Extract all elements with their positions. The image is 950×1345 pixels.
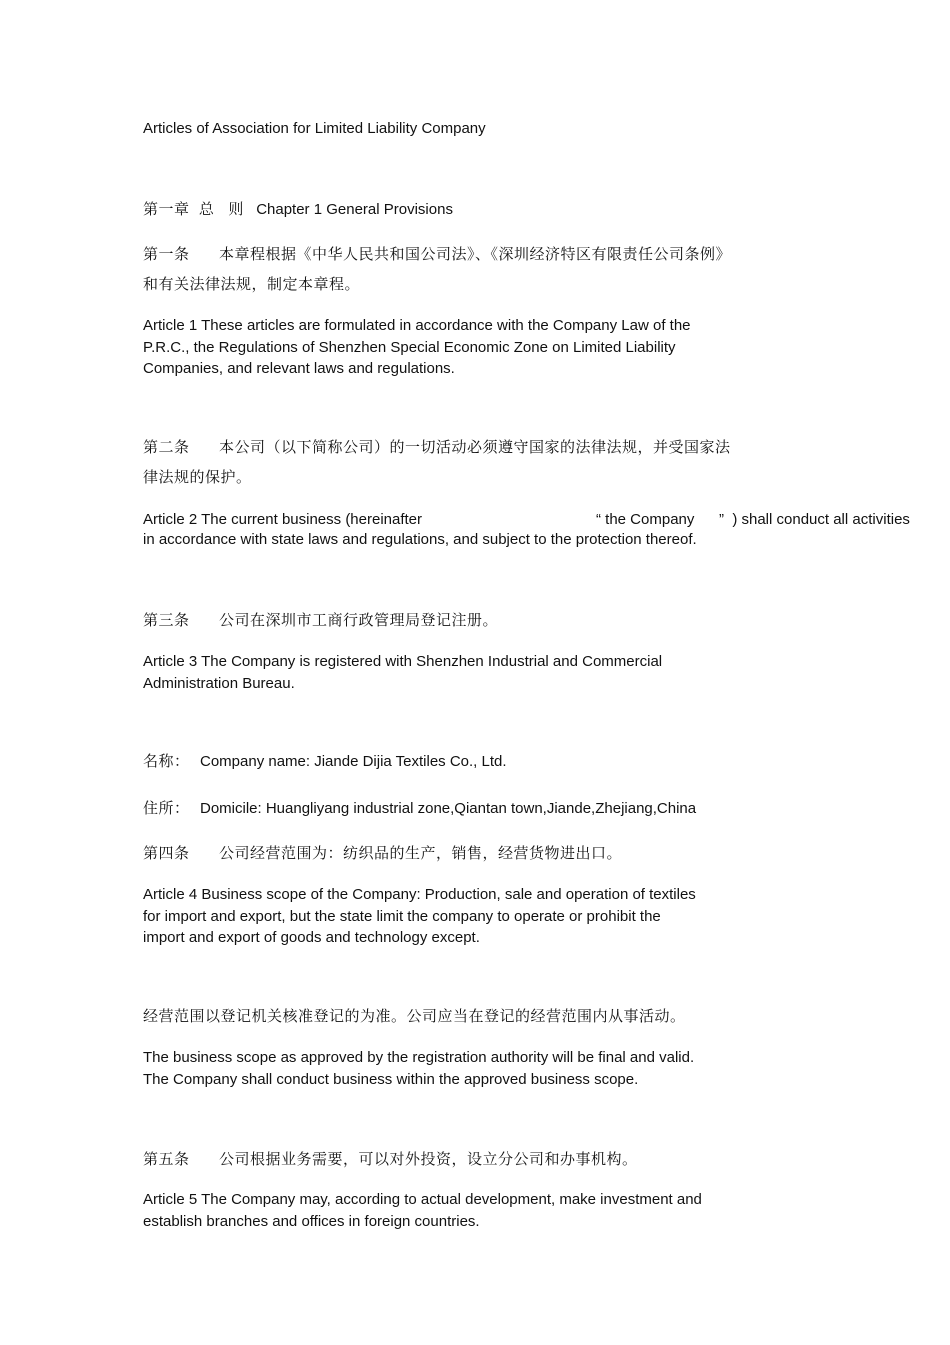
article-4-zh-text: 公司经营范围为：纺织品的生产，销售，经营货物进出口。 [219, 845, 623, 862]
scope-en-line: The Company shall conduct business within the approved business scope. [143, 1070, 639, 1088]
article-5-zh-label: 第五条 [143, 1151, 190, 1168]
article-4-zh-line-1 [143, 843, 622, 864]
article-1-zh-label: 第一条 [143, 246, 190, 263]
article-1-en-line: Article 1 These articles are formulated in accordance with the Company Law of the [143, 317, 691, 334]
article-2-en-line-2: in accordance with state laws and regulations, and subject to the protection thereof. [143, 531, 697, 548]
article-4-zh-label: 第四条 [143, 845, 190, 862]
article-1-en-line: Companies, and relevant laws and regulations. [143, 360, 455, 377]
article-4-en-line: Article 4 Business scope of the Company: Production, sale and operation of textiles [143, 886, 696, 903]
article-1-en-line: P.R.C., the Regulations of Shenzhen Special Economic Zone on Limited Liability [143, 338, 676, 356]
article-1-zh-text: 本章程根据《中华人民共和国公司法》、《深圳经济特区有限责任公司条例》 [219, 246, 732, 263]
scope-zh-line-1: 经营范围以登记机关核准登记的为准。公司应当在登记的经营范围内从事活动。 [143, 1008, 686, 1025]
article-2-zh-line-1 [143, 437, 731, 458]
article-2-en-part-a: Article 2 The current business (hereinafter [143, 511, 423, 528]
article-1-zh-line-1 [143, 244, 731, 265]
article-5-en-line: Article 5 The Company may, according to actual development, make investment and [143, 1191, 702, 1208]
chapter-heading-zh: 第一章 总 则 [143, 201, 244, 218]
article-5-en [143, 1189, 702, 1232]
company-name-en: Company name: Jiande Dijia Textiles Co., Ltd. [200, 753, 507, 770]
article-4-en-line: import and export of goods and technology except. [143, 929, 480, 946]
article-1-zh-line-2: 和有关法律法规，制定本章程。 [143, 276, 361, 293]
article-3-zh-line-1 [143, 610, 498, 631]
article-3-en-line: Administration Bureau. [143, 674, 295, 692]
article-2-en-line-1 [143, 509, 910, 530]
scope-en-line: The business scope as approved by the registration authority will be final and valid. [143, 1049, 695, 1066]
article-5-zh-line-1 [143, 1149, 638, 1170]
article-2-en-part-c: ” ) shall conduct all activities [719, 511, 910, 528]
article-3-zh-text: 公司在深圳市工商行政管理局登记注册。 [219, 612, 499, 629]
domicile-en: Domicile: Huangliyang industrial zone,Qiantan town,Jiande,Zhejiang,China [200, 800, 697, 817]
scope-en [143, 1047, 694, 1090]
company-name-zh-label: 名称： [143, 753, 190, 770]
article-2-zh-text: 本公司（以下简称公司）的一切活动必须遵守国家的法律法规，并受国家法 [219, 439, 731, 456]
article-1-en [143, 315, 691, 380]
document-title: Articles of Association for Limited Liability Company [143, 120, 486, 137]
article-5-en-line: establish branches and offices in foreign countries. [143, 1212, 480, 1230]
article-2-en-part-b: “ the Company [596, 511, 695, 528]
article-4-en [143, 884, 696, 949]
company-name-row [143, 751, 507, 772]
domicile-row [143, 798, 696, 819]
article-5-zh-text: 公司根据业务需要，可以对外投资，设立分公司和办事机构。 [219, 1151, 638, 1168]
article-3-zh-label: 第三条 [143, 612, 190, 629]
chapter-heading-en: Chapter 1 General Provisions [256, 201, 453, 218]
article-3-en-line: Article 3 The Company is registered with Shenzhen Industrial and Commercial [143, 653, 663, 670]
article-2-zh-label: 第二条 [143, 439, 190, 456]
article-2-zh-line-2: 律法规的保护。 [143, 469, 252, 486]
article-3-en [143, 651, 662, 694]
domicile-zh-label: 住所： [143, 800, 190, 817]
chapter-heading [143, 199, 453, 220]
article-4-en-line: for import and export, but the state limit the company to operate or prohibit the [143, 907, 661, 925]
